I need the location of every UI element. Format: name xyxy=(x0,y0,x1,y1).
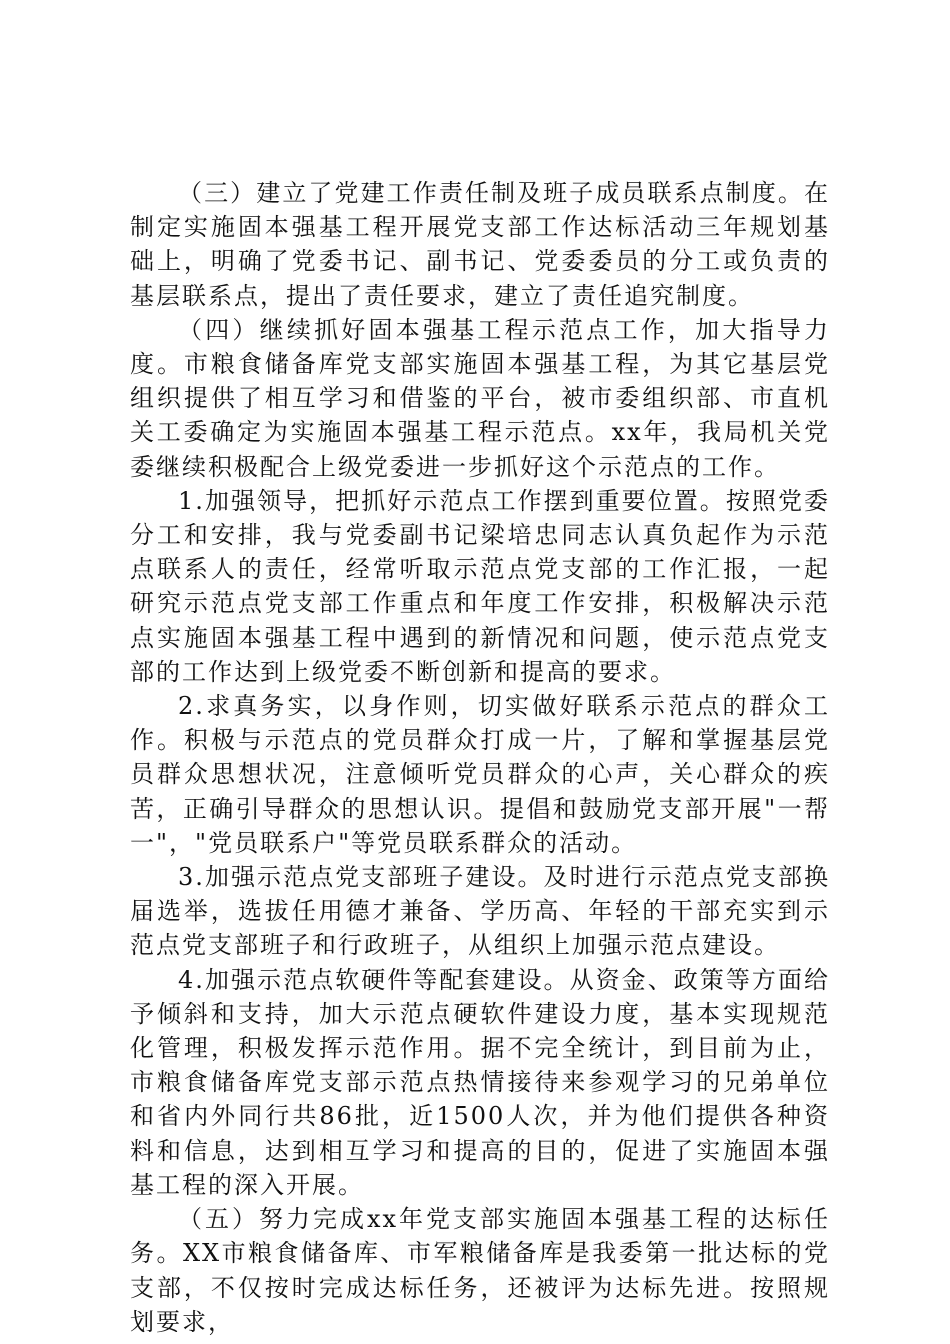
paragraph-item-2: 2.求真务实，以身作则，切实做好联系示范点的群众工作。积极与示范点的党员群众打成一片，了解和掌握基层党员群众思想状况，注意倾听党员群众的心声，关心群众的疾苦，正确引导群众的思想认识。提倡和鼓励党支部开展"一帮一"，"党员联系户"等党员联系群众的活动。 xyxy=(130,692,830,857)
paragraph-item-1: 1.加强领导，把抓好示范点工作摆到重要位置。按照党委分工和安排，我与党委副书记梁培忠同志认真负起作为示范点联系人的责任，经常听取示范点党支部的工作汇报，一起研究示范点党支部工作重点和年度工作安排，积极解决示范点实施固本强基工程中遇到的新情况和问题，使示范点党支部的工作达到上级党委不断创新和提高的要求。 xyxy=(130,486,830,686)
paragraph-item-4: 4.加强示范点软硬件等配套建设。从资金、政策等方面给予倾斜和支持，加大示范点硬软件建设力度，基本实现规范化管理，积极发挥示范作用。据不完全统计，到目前为止，市粮食储备库党支部示范点热情接待来参观学习的兄弟单位和省内外同行共86批，近1500人次，并为他们提供各种资料和信息，达到相互学习和提高的目的，促进了实施固本强基工程的深入开展。 xyxy=(130,965,830,1199)
paragraph-section-4: （四）继续抓好固本强基工程示范点工作，加大指导力度。市粮食储备库党支部实施固本强基工程，为其它基层党组织提供了相互学习和借鉴的平台，被市委组织部、市直机关工委确定为实施固本强基工程示范点。xx年，我局机关党委继续积极配合上级党委进一步抓好这个示范点的工作。 xyxy=(130,315,830,481)
paragraph-item-3: 3.加强示范点党支部班子建设。及时进行示范点党支部换届选举，选拔任用德才兼备、学历高、年轻的干部充实到示范点党支部班子和行政班子，从组织上加强示范点建设。 xyxy=(130,863,830,960)
paragraph-section-5: （五）努力完成xx年党支部实施固本强基工程的达标任务。XX市粮食储备库、市军粮储备库是我委第一批达标的党支部，不仅按时完成达标任务，还被评为达标先进。按照规划要求， xyxy=(130,1205,830,1336)
document-body xyxy=(130,176,830,1339)
paragraph-section-3: （三）建立了党建工作责任制及班子成员联系点制度。在制定实施固本强基工程开展党支部工作达标活动三年规划基础上，明确了党委书记、副书记、党委委员的分工或负责的基层联系点，提出了责任要求，建立了责任追究制度。 xyxy=(130,179,830,310)
